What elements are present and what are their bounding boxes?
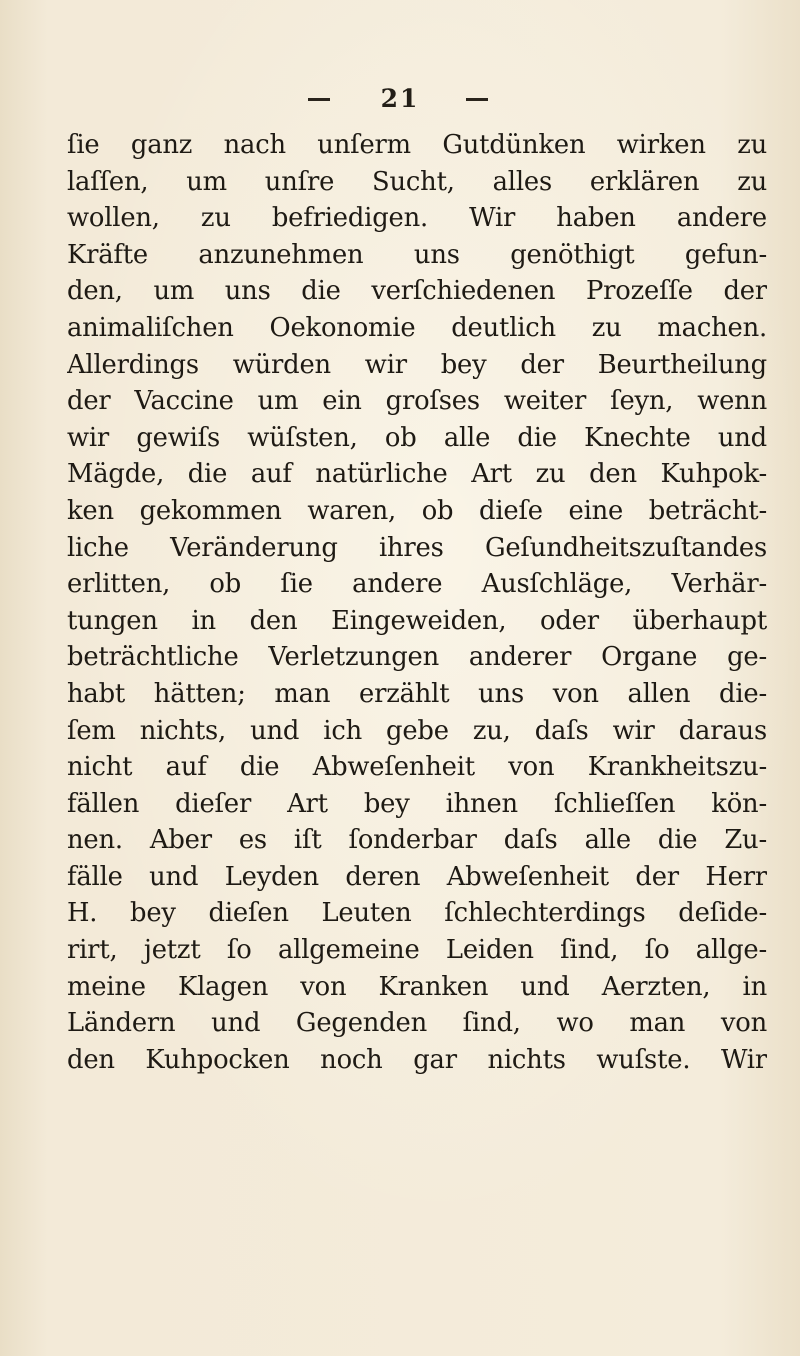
text-line: nicht auf die Abweſenheit von Krankheitszu- [67, 752, 767, 783]
text-line: ken gekommen waren, ob dieſe eine beträcht- [67, 495, 767, 526]
text-line: wollen, zu befriedigen. Wir haben andere [67, 203, 767, 234]
body-text [67, 127, 767, 1078]
text-line: erlitten, ob ſie andere Ausſchläge, Verhär- [67, 569, 767, 600]
text-line: Allerdings würden wir bey der Beurtheilung [67, 349, 767, 380]
text-line: beträchtliche Verletzungen anderer Organe ge- [67, 642, 767, 673]
text-line: Mägde, die auf natürliche Art zu den Kuhpok- [67, 459, 767, 490]
text-line: Ländern und Gegenden ſind, wo man von [67, 1008, 767, 1039]
text-line: H. bey dieſen Leuten ſchlechterdings deſide- [67, 898, 767, 929]
text-line: der Vaccine um ein groſses weiter ſeyn, wenn [67, 386, 767, 417]
text-line: tungen in den Eingeweiden, oder überhaupt [67, 605, 767, 636]
text-line: liche Veränderung ihres Geſundheitszuſtandes [67, 532, 767, 563]
text-line: laſſen, um unſre Sucht, alles erklären zu [67, 166, 767, 197]
text-line: wir gewiſs wüſsten, ob alle die Knechte und [67, 422, 767, 453]
text-line: animaliſchen Oekonomie deutlich zu machen. [67, 312, 767, 343]
text-line: den Kuhpocken noch gar nichts wuſste. Wir [67, 1044, 767, 1075]
text-line: fällen dieſer Art bey ihnen ſchlieſſen kön- [67, 788, 767, 819]
text-line: nen. Aber es iſt ſonderbar daſs alle die Zu- [67, 825, 767, 856]
header-dash-left [308, 98, 330, 101]
text-line: meine Klagen von Kranken und Aerzten, in [67, 971, 767, 1002]
text-line: ſie ganz nach unſerm Gutdünken wirken zu [67, 130, 767, 160]
text-line: Kräfte anzunehmen uns genöthigt gefun- [67, 239, 767, 270]
text-line: habt hätten; man erzählt uns von allen die- [67, 678, 767, 709]
text-line: fälle und Leyden deren Abweſenheit der Herr [67, 861, 767, 892]
text-line: den, um uns die verſchiedenen Prozeſſe der [67, 276, 767, 307]
text-line: rirt, jetzt ſo allgemeine Leiden ſind, ſo allge- [67, 935, 767, 966]
page-number: 21 [380, 84, 420, 113]
header-dash-right [466, 98, 488, 101]
page-header [0, 84, 800, 114]
text-line: ſem nichts, und ich gebe zu, daſs wir daraus [67, 715, 767, 746]
